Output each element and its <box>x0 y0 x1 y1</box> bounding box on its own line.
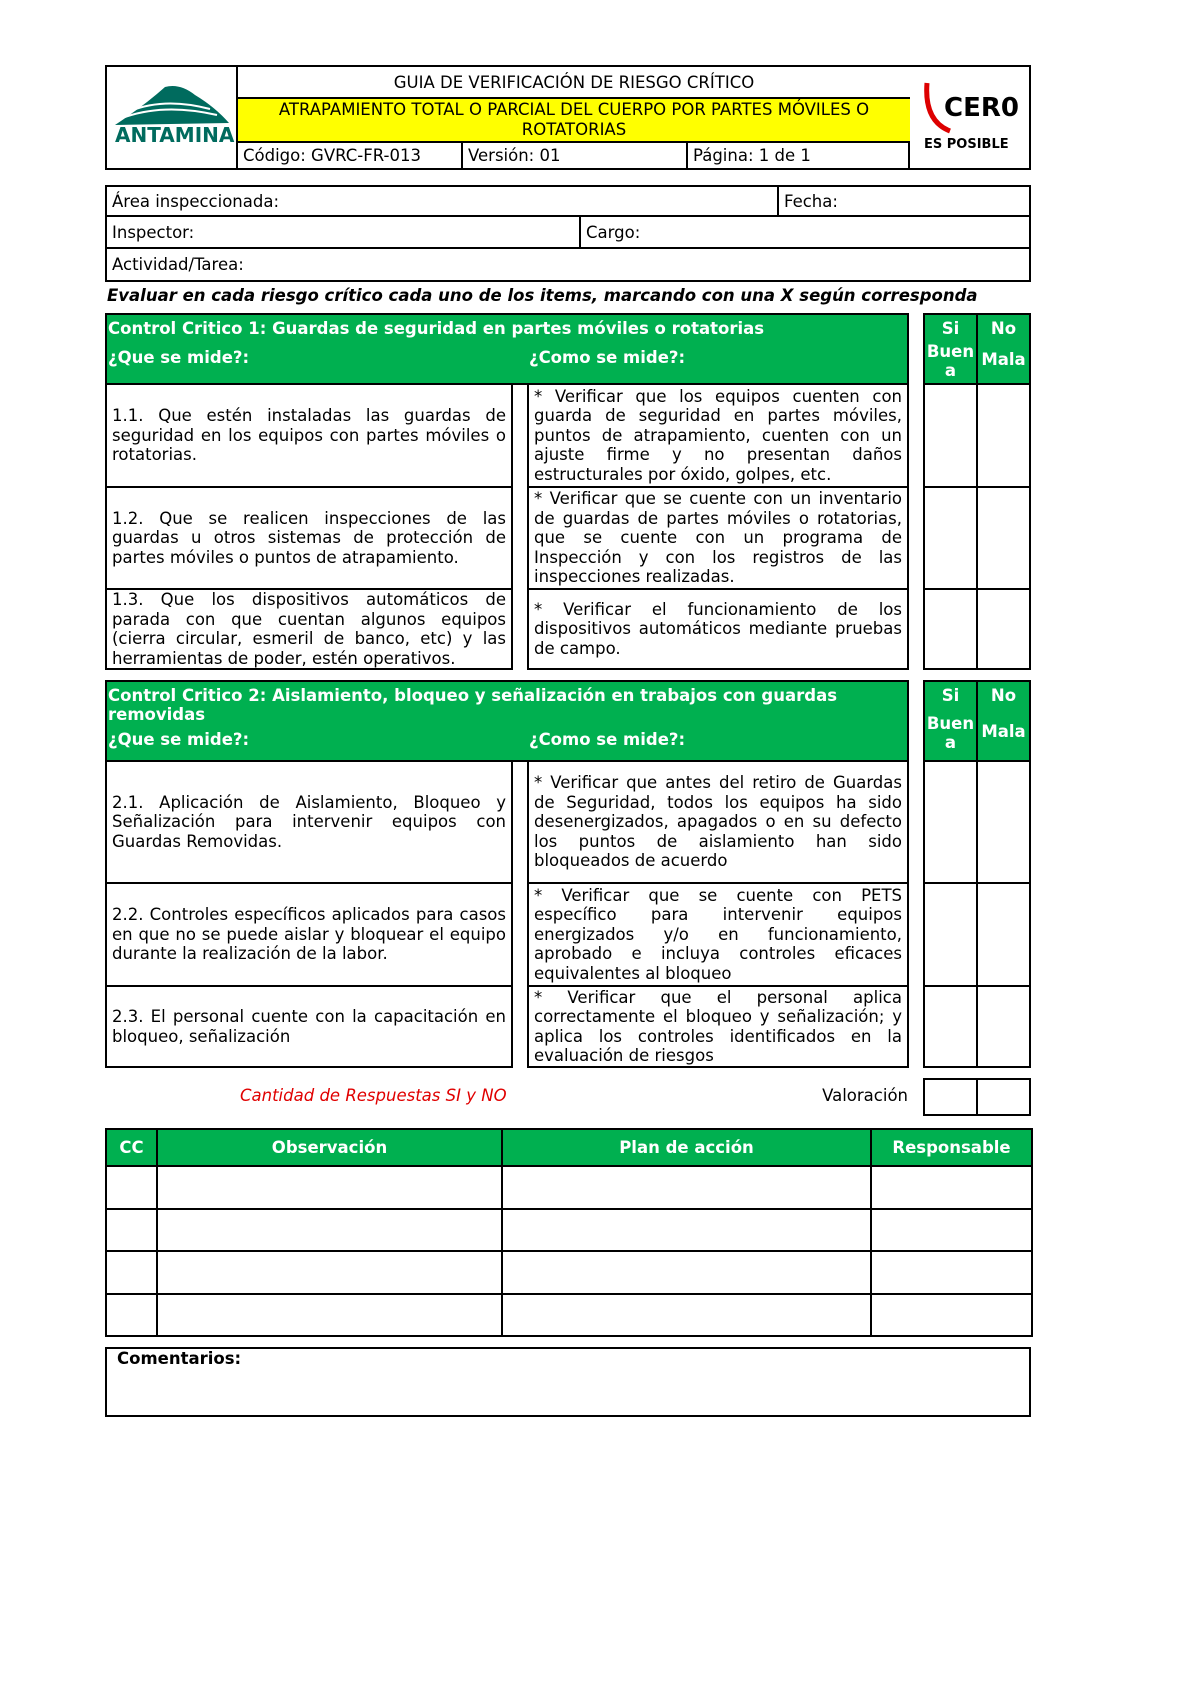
doc-subtitle: ATRAPAMIENTO TOTAL O PARCIAL DEL CUERPO POR PARTES MÓVILES O ROTATORIAS <box>238 97 910 143</box>
action-table-cell[interactable] <box>105 1165 158 1210</box>
inspector-field[interactable]: Inspector: <box>107 217 581 249</box>
buena-label: Buena <box>926 714 975 752</box>
control-critico-header <box>105 680 909 762</box>
logo-text: ANTAMINA <box>115 123 235 147</box>
si-header <box>923 313 978 385</box>
doc-version: Versión: 01 <box>463 143 688 168</box>
que-se-mide-cell: 1.3. Que los dispositivos automáticos de parada con que cuentan algunos equipos (cierra circular, esmeril de banco, etc) y las herramientas de poder, estén operativos. <box>105 588 513 670</box>
badge-bottom-text: ES POSIBLE <box>924 137 1009 152</box>
action-table-cell[interactable] <box>501 1293 872 1338</box>
action-table-cell[interactable] <box>870 1208 1033 1253</box>
action-table-cell[interactable] <box>870 1250 1033 1295</box>
como-se-mide-label: ¿Como se mide?: <box>529 730 686 749</box>
no-answer-cell[interactable] <box>976 588 1031 670</box>
como-se-mide-cell: * Verificar que se cuente con un inventario de guardas de partes móviles o rotatorias, que se cuente con un programa de Inspección y con los registros de las inspecciones realizadas. <box>527 486 909 590</box>
si-label: Si <box>941 686 960 705</box>
como-se-mide-cell: * Verificar el funcionamiento de los dispositivos automáticos mediante pruebas de campo. <box>527 588 909 670</box>
action-table-cell[interactable] <box>156 1293 503 1338</box>
mala-label: Mala <box>981 722 1026 741</box>
no-answer-cell[interactable] <box>976 383 1031 488</box>
action-table-cell[interactable] <box>105 1293 158 1338</box>
si-answer-cell[interactable] <box>923 588 978 670</box>
action-table-cell[interactable] <box>156 1250 503 1295</box>
section-title: Control Critico 1: Guardas de seguridad en partes móviles o rotatorias <box>108 319 765 338</box>
no-answer-cell[interactable] <box>976 882 1031 987</box>
action-header-2: Plan de acción <box>501 1128 872 1167</box>
count-label: Cantidad de Respuestas SI y NO <box>240 1086 507 1105</box>
si-answer-cell[interactable] <box>923 486 978 590</box>
que-se-mide-label: ¿Que se mide?: <box>108 730 250 749</box>
que-se-mide-cell: 1.1. Que estén instaladas las guardas de seguridad en los equipos con partes móviles o rotatorias. <box>105 383 513 488</box>
que-se-mide-cell: 2.2. Controles específicos aplicados para casos en que no se puede aislar y bloquear el equipo durante la realización de la labor. <box>105 882 513 987</box>
area-field[interactable]: Área inspeccionada: <box>107 187 779 217</box>
si-answer-cell[interactable] <box>923 882 978 987</box>
action-table-cell[interactable] <box>870 1165 1033 1210</box>
action-table-cell[interactable] <box>156 1165 503 1210</box>
buena-label: Buena <box>926 342 975 380</box>
action-table-cell[interactable] <box>870 1293 1033 1338</box>
mountain-logo-icon <box>105 65 238 170</box>
mala-label: Mala <box>981 350 1026 369</box>
como-se-mide-cell: * Verificar que el personal aplica correctamente el bloqueo y señalización; y aplica los controles identificados en la evaluación de riesgos <box>527 985 909 1068</box>
instruction-text: Evaluar en cada riesgo crítico cada uno de los items, marcando con una X según corresponda <box>107 286 978 305</box>
como-se-mide-cell: * Verificar que antes del retiro de Guardas de Seguridad, todos los equipos ha sido desenergizados, apagados o en su defecto los puntos de aislamiento han sido bloqueados de acuerdo <box>527 760 909 884</box>
action-table-cell[interactable] <box>156 1208 503 1253</box>
action-table-cell[interactable] <box>501 1250 872 1295</box>
action-table-cell[interactable] <box>105 1208 158 1253</box>
si-header <box>923 680 978 762</box>
section-title: Control Critico 2: Aislamiento, bloqueo y señalización en trabajos con guardas removidas <box>108 686 838 724</box>
que-se-mide-cell: 2.1. Aplicación de Aislamiento, Bloqueo y Señalización para intervenir equipos con Guardas Removidas. <box>105 760 513 884</box>
cero-badge <box>912 67 1029 168</box>
valoracion-label: Valoración <box>822 1086 908 1105</box>
no-header <box>976 680 1031 762</box>
doc-code: Código: GVRC-FR-013 <box>238 143 463 168</box>
si-answer-cell[interactable] <box>923 985 978 1068</box>
antamina-logo <box>105 65 238 170</box>
si-answer-cell[interactable] <box>923 383 978 488</box>
no-header <box>976 313 1031 385</box>
valoracion-si-cell[interactable] <box>923 1078 978 1116</box>
action-header-0: CC <box>105 1128 158 1167</box>
como-se-mide-cell: * Verificar que los equipos cuenten con guarda de seguridad en partes móviles, puntos de atrapamiento, cuenten con un ajuste firme y no presentan daños estructurales por óxido, golpes, etc. <box>527 383 909 488</box>
cargo-field[interactable]: Cargo: <box>581 217 1029 249</box>
que-se-mide-cell: 1.2. Que se realicen inspecciones de las guardas u otros sistemas de protección de partes móviles o puntos de atrapamiento. <box>105 486 513 590</box>
comments-box[interactable] <box>105 1347 1031 1417</box>
no-answer-cell[interactable] <box>976 760 1031 884</box>
control-critico-header <box>105 313 909 385</box>
doc-page: Página: 1 de 1 <box>688 143 910 168</box>
como-se-mide-label: ¿Como se mide?: <box>529 348 686 367</box>
action-table-cell[interactable] <box>501 1165 872 1210</box>
comments-label: Comentarios: <box>117 1349 242 1368</box>
que-se-mide-label: ¿Que se mide?: <box>108 348 250 367</box>
como-se-mide-cell: * Verificar que se cuente con PETS específico para intervenir equipos energizados y/o en funcionamiento, aprobado e incluya controles eficaces equivalentes al bloqueo <box>527 882 909 987</box>
fecha-field[interactable]: Fecha: <box>779 187 1029 217</box>
si-answer-cell[interactable] <box>923 760 978 884</box>
action-table-cell[interactable] <box>501 1208 872 1253</box>
no-label: No <box>990 686 1017 705</box>
valoracion-no-cell[interactable] <box>976 1078 1031 1116</box>
action-header-1: Observación <box>156 1128 503 1167</box>
no-label: No <box>990 319 1017 338</box>
doc-title: GUIA DE VERIFICACIÓN DE RIESGO CRÍTICO <box>393 73 755 92</box>
si-label: Si <box>941 319 960 338</box>
action-table-cell[interactable] <box>105 1250 158 1295</box>
action-header-3: Responsable <box>870 1128 1033 1167</box>
badge-top-text: CER0 <box>944 93 1019 123</box>
no-answer-cell[interactable] <box>976 985 1031 1068</box>
que-se-mide-cell: 2.3. El personal cuente con la capacitación en bloqueo, señalización <box>105 985 513 1068</box>
actividad-field[interactable]: Actividad/Tarea: <box>112 255 244 274</box>
no-answer-cell[interactable] <box>976 486 1031 590</box>
